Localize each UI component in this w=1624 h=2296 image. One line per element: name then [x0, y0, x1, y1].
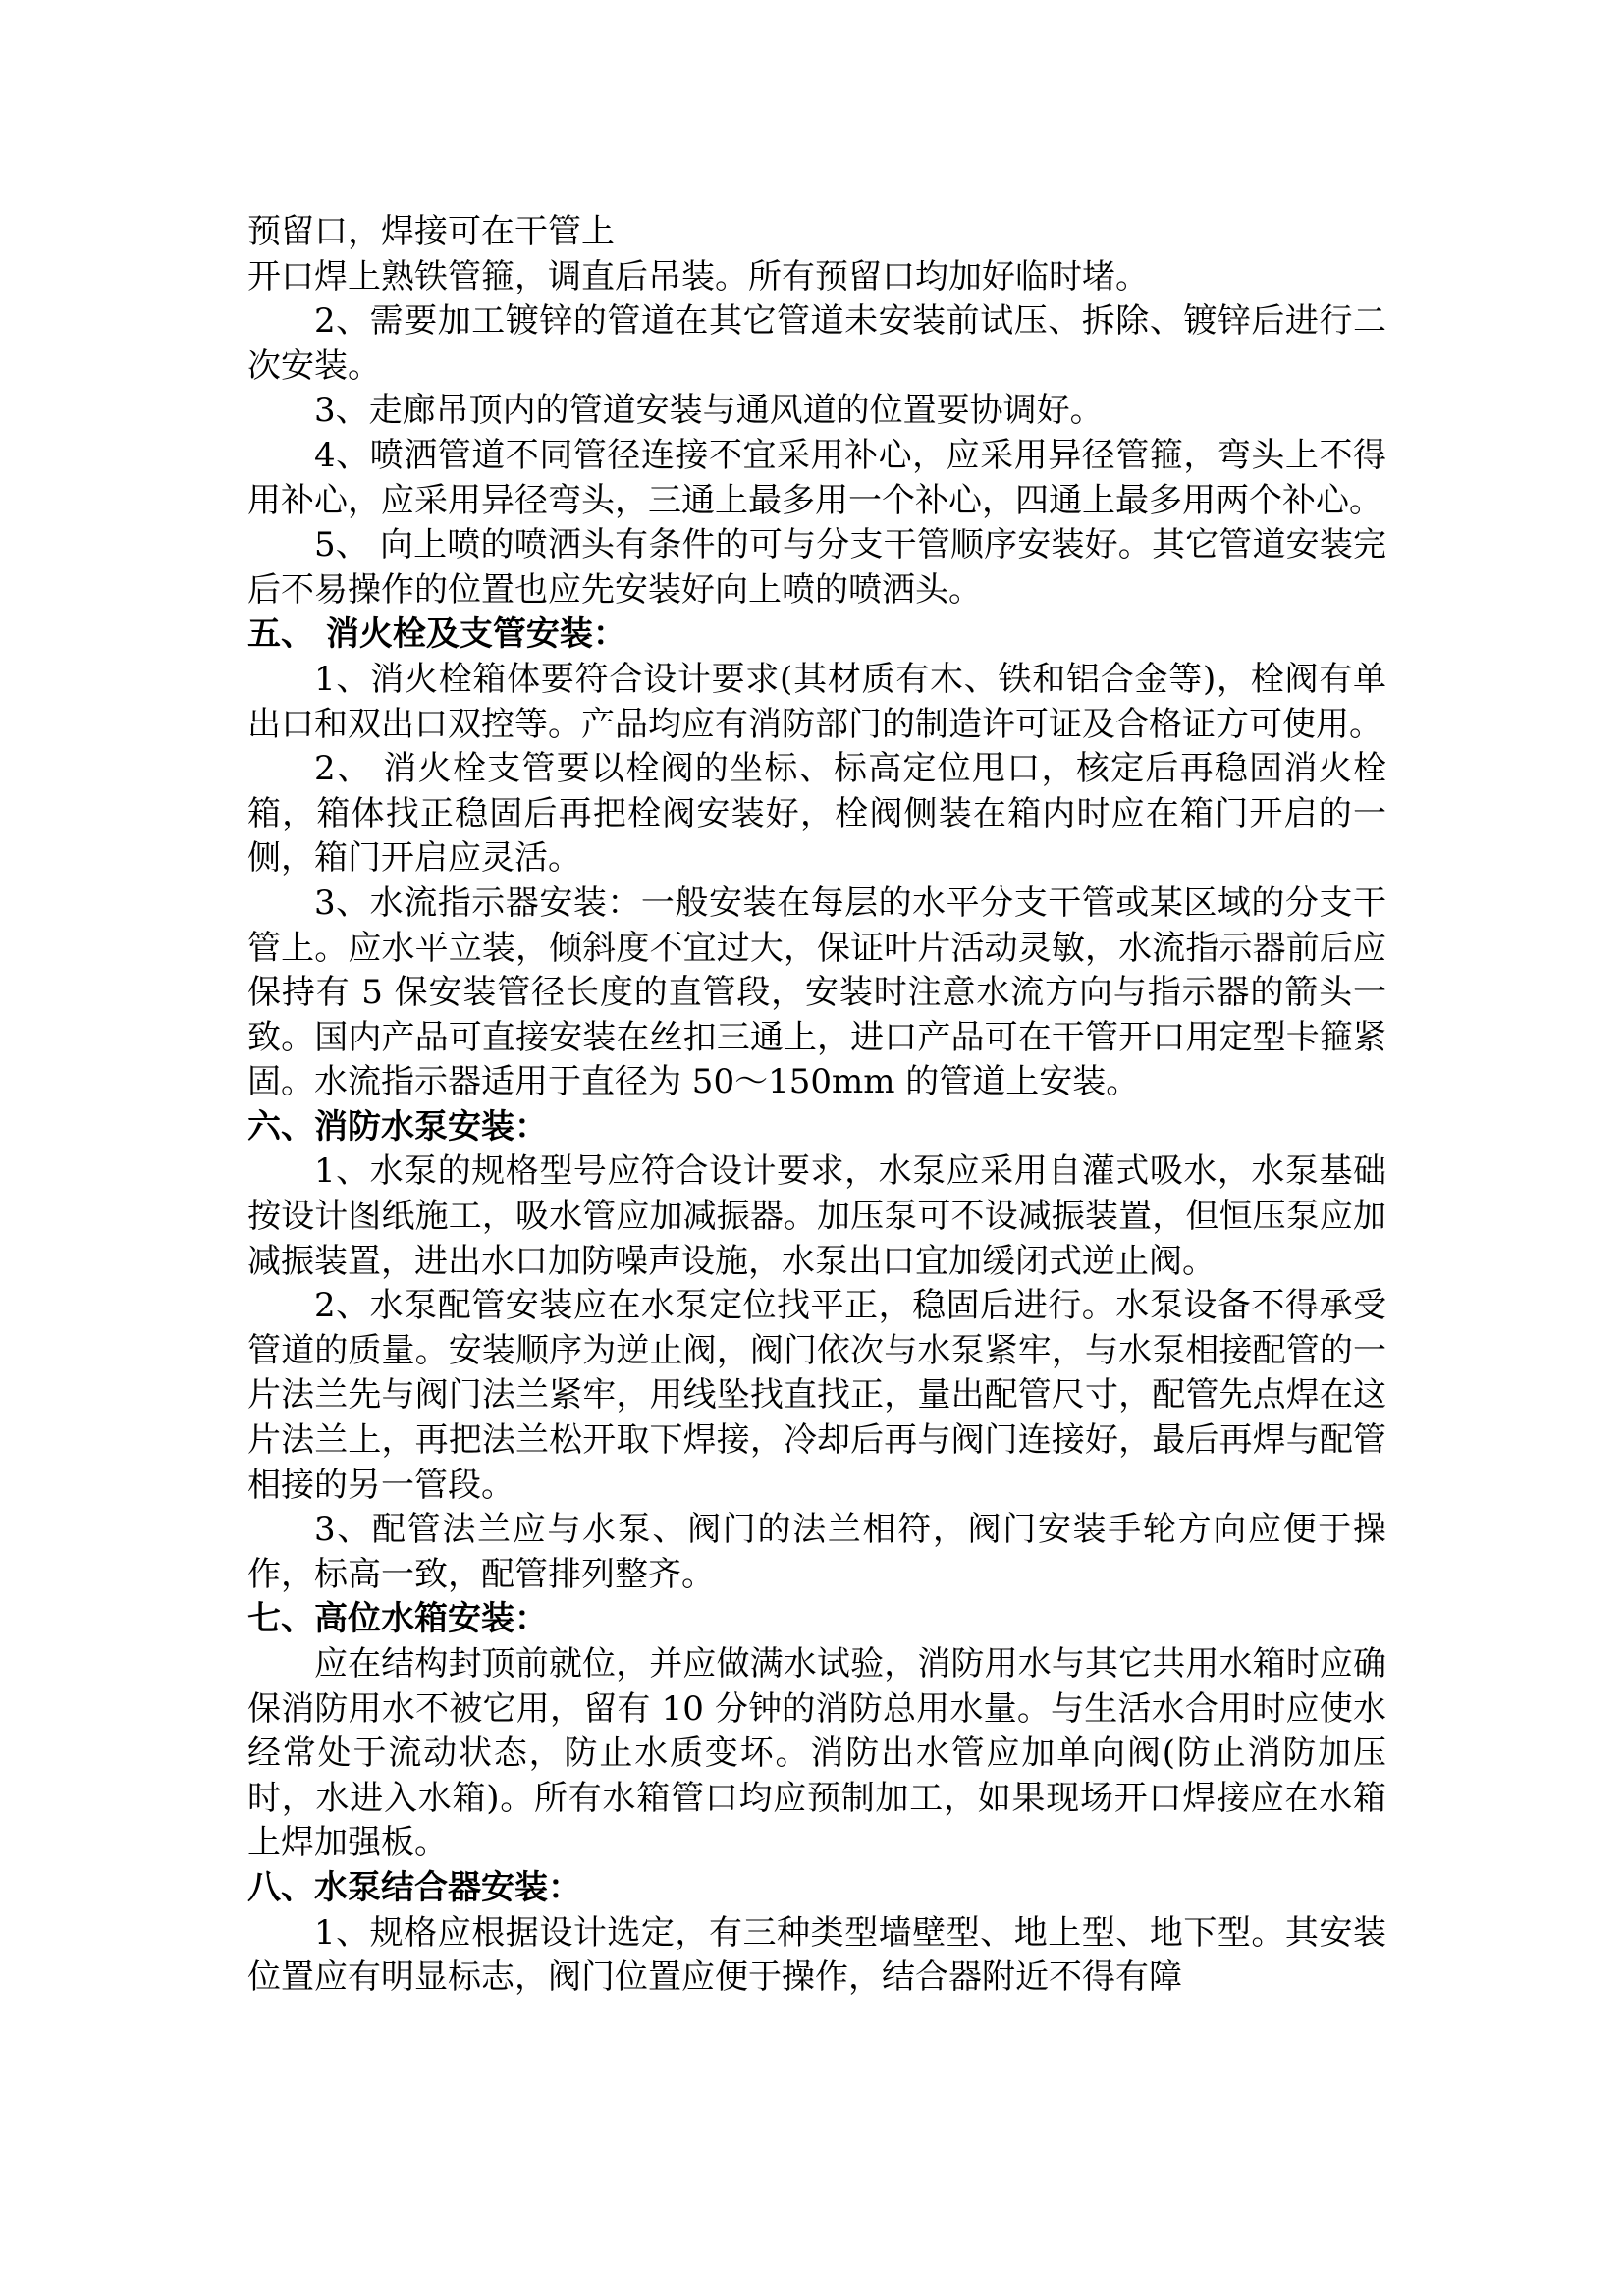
section-6-heading: 六、消防水泵安装：: [247, 1106, 548, 1147]
section-5-paragraph-2: 2、 消火栓支管要以栓阀的坐标、标高定位甩口，核定后再稳固消火栓箱，箱体找正稳固后再把栓阀安装好，栓阀侧装在箱内时应在箱门开启的一侧，箱门开启应灵活。: [247, 749, 1386, 879]
paragraph-upward-head: 5、 向上喷的喷洒头有条件的可与分支干管顺序安装好。其它管道安装完后不易操作的位置也应先安装好向上喷的喷洒头。: [247, 525, 1386, 610]
document-body: [247, 210, 1386, 2001]
intro-line-2: 开口焊上熟铁管箍，调直后吊装。所有预留口均加好临时堵。: [247, 256, 1149, 296]
section-5-paragraph-1: 1、消火栓箱体要符合设计要求(其材质有木、铁和铝合金等)，栓阀有单出口和双出口双控等。产品均应有消防部门的制造许可证及合格证方可使用。: [247, 659, 1386, 744]
section-6-paragraph-3: 3、配管法兰应与水泵、阀门的法兰相符，阀门安装手轮方向应便于操作，标高一致，配管排列整齐。: [247, 1510, 1386, 1594]
section-6-paragraph-2: 2、水泵配管安装应在水泵定位找平正，稳固后进行。水泵设备不得承受管道的质量。安装顺序为逆止阀，阀门依次与水泵紧牢，与水泵相接配管的一片法兰先与阀门法兰紧牢，用线坠找直找正，量出配管尺寸，配管先点焊在这片法兰上，再把法兰松开取下焊接，冷却后再与阀门连接好，最后再焊与配管相接的另一管段。: [247, 1286, 1386, 1505]
section-8-heading: 八、水泵结合器安装：: [247, 1867, 581, 1907]
paragraph-corridor: 3、走廊吊顶内的管道安装与通风道的位置要协调好。: [314, 391, 1104, 431]
paragraph-intro: [247, 210, 1386, 299]
section-5-heading: 五、 消火栓及支管安装：: [247, 614, 626, 655]
section-8-paragraph-1: 1、规格应根据设计选定，有三种类型墙壁型、地上型、地下型。其安装位置应有明显标志，阀门位置应便于操作，结合器附近不得有障: [247, 1912, 1386, 1998]
section-7-paragraph-1: 应在结构封顶前就位，并应做满水试验，消防用水与其它共用水箱时应确保消防用水不被它用，留有 10 分钟的消防总用水量。与生活水合用时应使水经常处于流动状态，防止水质变坏。消防出水管应加单向阀(防止消防加压时，水进入水箱)。所有水箱管口均应预制加工，如果现场开口焊接应在水箱上焊加强板。: [247, 1644, 1386, 1863]
section-7-heading: 七、高位水箱安装：: [247, 1599, 548, 1639]
intro-line-1: 预留口，焊接可在干管上: [247, 212, 615, 251]
section-5-paragraph-3: 3、水流指示器安装：一般安装在每层的水平分支干管或某区域的分支干管上。应水平立装，倾斜度不宜过大，保证叶片活动灵敏，水流指示器前后应保持有 5 保安装管径长度的直管段，安装时注意水流方向与指示器的箭头一致。国内产品可直接安装在丝扣三通上，进口产品可在干管开口用定型卡箍紧固。水流指示器适用于直径为 50～150mm 的管道上安装。: [247, 882, 1386, 1102]
paragraph-sprinkler-pipe: 4、喷洒管道不同管径连接不宜采用补心，应采用异径管箍，弯头上不得用补心，应采用异径弯头，三通上最多用一个补心，四通上最多用两个补心。: [247, 435, 1386, 520]
paragraph-galvanize: 2、需要加工镀锌的管道在其它管道未安装前试压、拆除、镀锌后进行二次安装。: [247, 301, 1386, 386]
section-6-paragraph-1: 1、水泵的规格型号应符合设计要求，水泵应采用自灌式吸水，水泵基础按设计图纸施工，吸水管应加减振器。加压泵可不设减振装置，但恒压泵应加减振装置，进出水口加防噪声设施，水泵出口宜加缓闭式逆止阀。: [247, 1151, 1386, 1281]
